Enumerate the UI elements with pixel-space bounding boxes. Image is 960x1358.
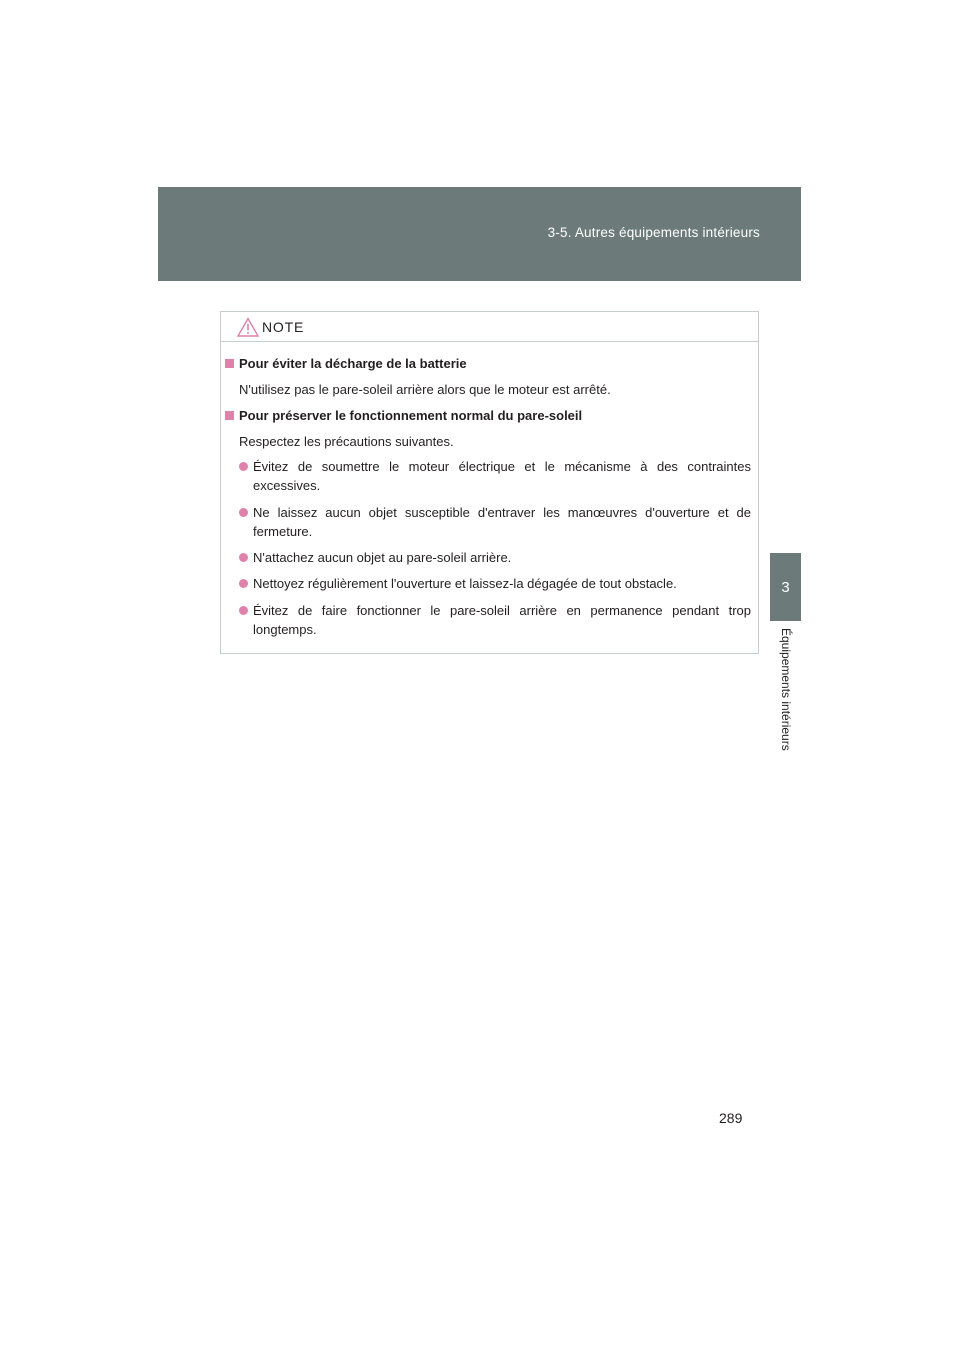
chapter-tab: [770, 553, 801, 621]
section-heading-sunshade: Pour préserver le fonctionnement normal du pare-soleil: [225, 407, 582, 424]
section-title: 3-5. Autres équipements intérieurs: [547, 225, 760, 240]
list-item: Nettoyez régulièrement l'ouverture et laissez-la dégagée de tout obstacle.: [239, 574, 751, 593]
chapter-label: Équipements intérieurs: [779, 628, 793, 751]
page-number: 289: [719, 1110, 743, 1126]
list-item: Évitez de soumettre le moteur électrique et le mécanisme à des contraintes excessives.: [239, 457, 751, 495]
round-bullet-icon: [239, 508, 248, 517]
list-item: N'attachez aucun objet au pare-soleil arrière.: [239, 548, 751, 567]
section-text-battery: N'utilisez pas le pare-soleil arrière alors que le moteur est arrêté.: [239, 382, 611, 397]
chapter-number: 3: [781, 578, 790, 596]
list-item: Évitez de faire fonctionner le pare-soleil arrière en permanence pendant trop longtemps.: [239, 601, 751, 639]
round-bullet-icon: [239, 462, 248, 471]
note-header: [221, 312, 758, 342]
round-bullet-icon: [239, 606, 248, 615]
square-bullet-icon: [225, 359, 234, 368]
note-box: [220, 311, 759, 654]
section-text-sunshade: Respectez les précautions suivantes.: [239, 434, 454, 449]
square-bullet-icon: [225, 411, 234, 420]
warning-triangle-icon: [237, 317, 259, 337]
list-item: Ne laissez aucun objet susceptible d'entraver les manœuvres d'ouverture et de fermeture.: [239, 503, 751, 541]
header-band: [158, 187, 801, 281]
round-bullet-icon: [239, 553, 248, 562]
note-title: NOTE: [262, 319, 305, 335]
round-bullet-icon: [239, 579, 248, 588]
section-heading-battery: Pour éviter la décharge de la batterie: [225, 355, 467, 372]
